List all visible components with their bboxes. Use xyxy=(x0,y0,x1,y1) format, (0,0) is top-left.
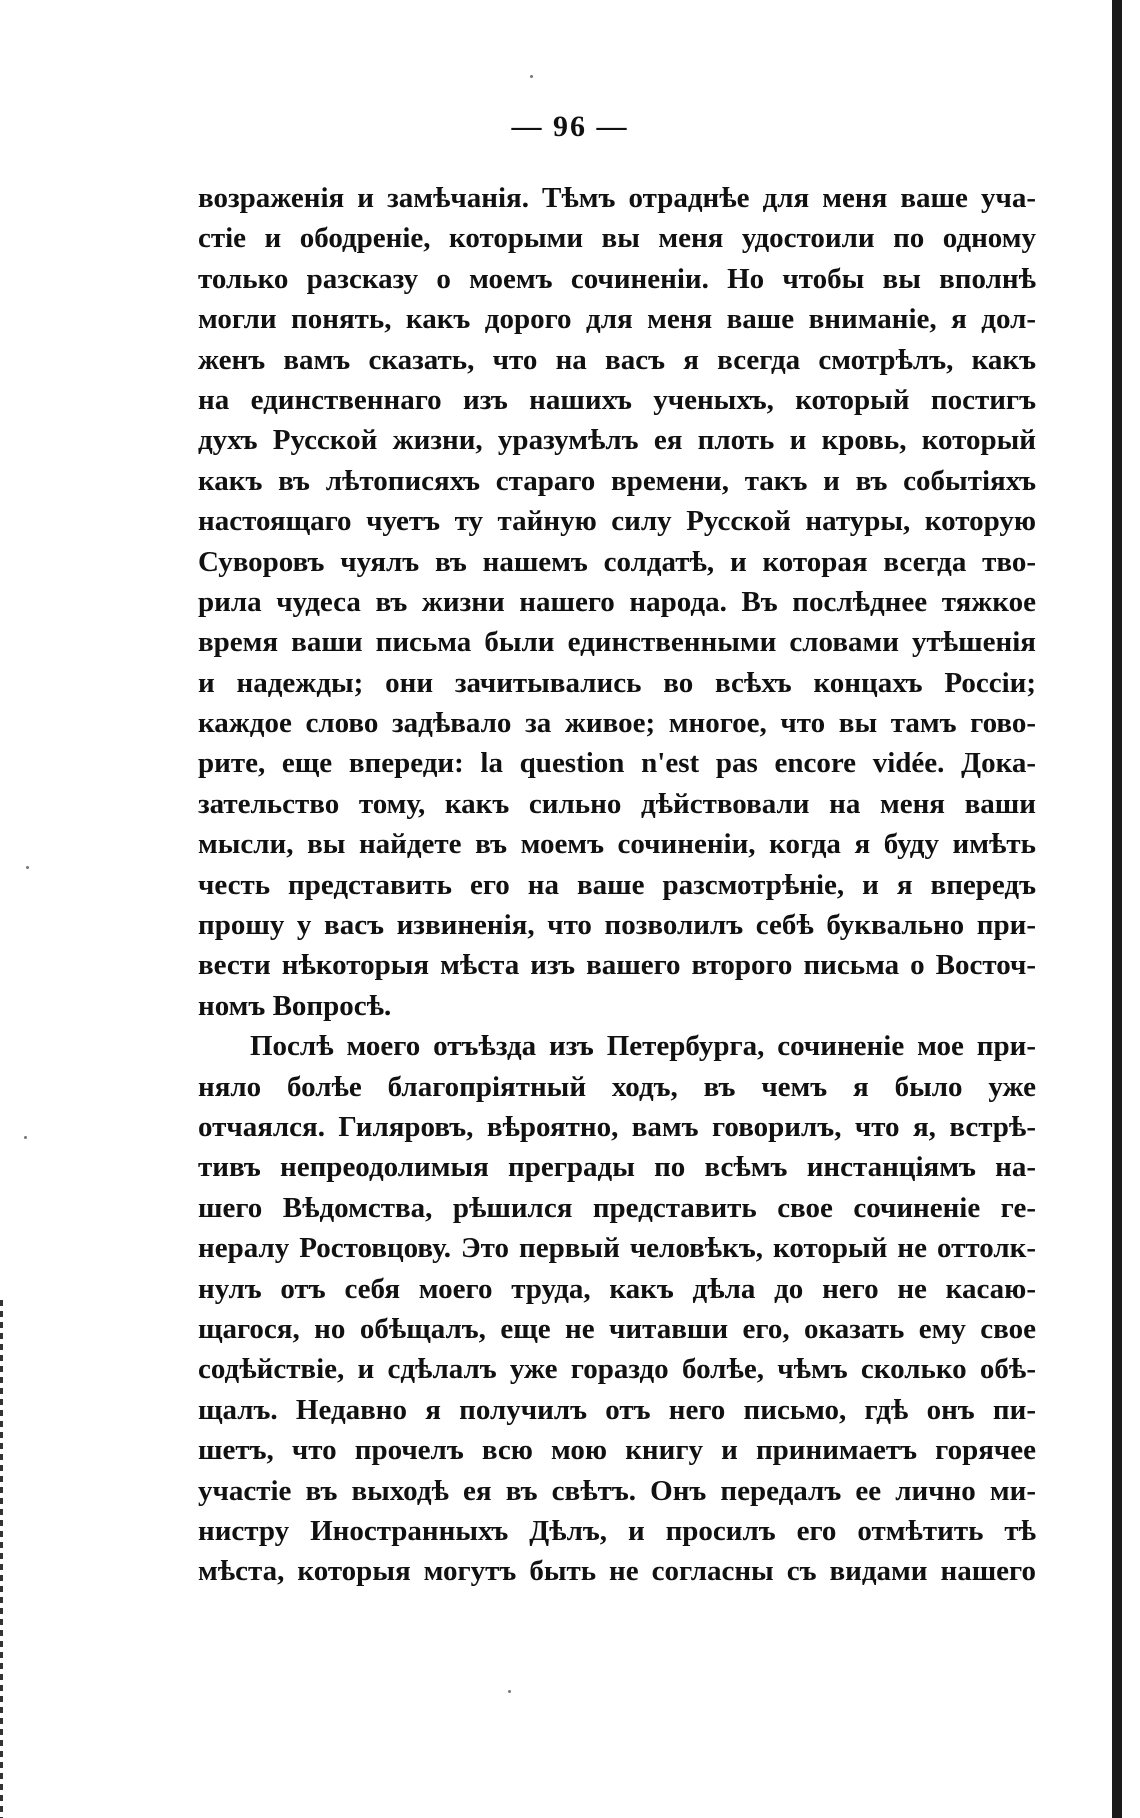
page-text xyxy=(198,178,1036,1592)
scan-speck xyxy=(508,1690,511,1693)
text-line: Послѣ моего отъѣзда изъ Петербурга, сочиненіе мое при- xyxy=(250,1030,1036,1063)
scan-edge xyxy=(1112,0,1122,1818)
text-line: Суворовъ чуялъ въ нашемъ солдатѣ, и которая всегда тво- xyxy=(198,545,1036,578)
text-line: зательство тому, какъ сильно дѣйствовали на меня ваши xyxy=(198,787,1036,820)
text-line: на единственнаго изъ нашихъ ученыхъ, который постигъ xyxy=(198,383,1036,416)
text-line: духъ Русской жизни, уразумѣлъ ея плоть и кровь, который xyxy=(198,424,1036,457)
text-line: отчаялся. Гиляровъ, вѣроятно, вамъ говорилъ, что я, встрѣ- xyxy=(198,1110,1036,1143)
text-line: нералу Ростовцову. Это первый человѣкъ, который не оттолк- xyxy=(198,1232,1036,1265)
text-line: каждое слово задѣвало за живое; многое, что вы тамъ гово- xyxy=(198,707,1036,740)
text-line: мѣста, которыя могутъ быть не согласны съ видами нашего xyxy=(198,1555,1036,1588)
text-line: женъ вамъ сказать, что на васъ я всегда смотрѣлъ, какъ xyxy=(198,343,1036,376)
text-line: честь представить его на ваше разсмотрѣніе, и я впередъ xyxy=(198,868,1036,901)
text-line: содѣйствіе, и сдѣлалъ уже гораздо болѣе, чѣмъ сколько обѣ- xyxy=(198,1353,1036,1386)
text-line: и надежды; они зачитывались во всѣхъ концахъ Россіи; xyxy=(198,666,1036,699)
text-line: рите, еще впереди: la question n'est pas encore vidée. Дока- xyxy=(198,747,1036,780)
text-line: шетъ, что прочелъ всю мою книгу и принимаетъ горячее xyxy=(198,1434,1036,1467)
text-line: шего Вѣдомства, рѣшился представить свое сочиненіе ге- xyxy=(198,1191,1036,1224)
text-line: участіе въ выходѣ ея въ свѣтъ. Онъ передалъ ее лично ми- xyxy=(198,1474,1036,1507)
scan-speck xyxy=(26,866,29,869)
text-line: щалъ. Недавно я получилъ отъ него письмо, гдѣ онъ пи- xyxy=(198,1393,1036,1426)
page-number: — 96 — xyxy=(511,110,629,143)
text-line: стіе и ободреніе, которыми вы меня удостоили по одному xyxy=(198,222,1036,255)
scan-speck xyxy=(530,75,533,78)
text-line: возраженія и замѣчанія. Тѣмъ отраднѣе для меня ваше уча- xyxy=(198,182,1036,214)
text-line: нулъ отъ себя моего труда, какъ дѣла до него не касаю- xyxy=(198,1272,1036,1305)
text-line: вести нѣкоторыя мѣста изъ вашего второго письма о Восточ- xyxy=(198,949,1036,982)
text-line: няло болѣе благопріятный ходъ, въ чемъ я было уже xyxy=(198,1070,1036,1103)
text-line: щагося, но обѣщалъ, еще не читавши его, оказать ему свое xyxy=(198,1312,1036,1345)
text-line: могли понять, какъ дорого для меня ваше вниманіе, я дол- xyxy=(198,303,1036,336)
text-line: тивъ непреодолимыя преграды по всѣмъ инстанціямъ на- xyxy=(198,1151,1036,1184)
text-line: прошу у васъ извиненія, что позволилъ себѣ буквально при- xyxy=(198,909,1036,942)
text-line: настоящаго чуетъ ту тайную силу Русской натуры, которую xyxy=(198,505,1036,538)
scan-speck xyxy=(24,1136,27,1139)
text-line: время ваши письма были единственными словами утѣшенія xyxy=(198,626,1036,659)
text-line: номъ Вопросѣ. xyxy=(198,989,392,1022)
text-line: нистру Иностранныхъ Дѣлъ, и просилъ его отмѣтить тѣ xyxy=(198,1514,1036,1547)
binding-margin xyxy=(0,1300,3,1818)
text-line: какъ въ лѣтописяхъ стараго времени, такъ и въ событіяхъ xyxy=(198,464,1036,497)
text-line: только разсказу о моемъ сочиненіи. Но чтобы вы вполнѣ xyxy=(198,262,1036,295)
text-line: мысли, вы найдете въ моемъ сочиненіи, когда я буду имѣть xyxy=(198,828,1036,861)
text-line: рила чудеса въ жизни нашего народа. Въ послѣднее тяжкое xyxy=(198,585,1036,618)
